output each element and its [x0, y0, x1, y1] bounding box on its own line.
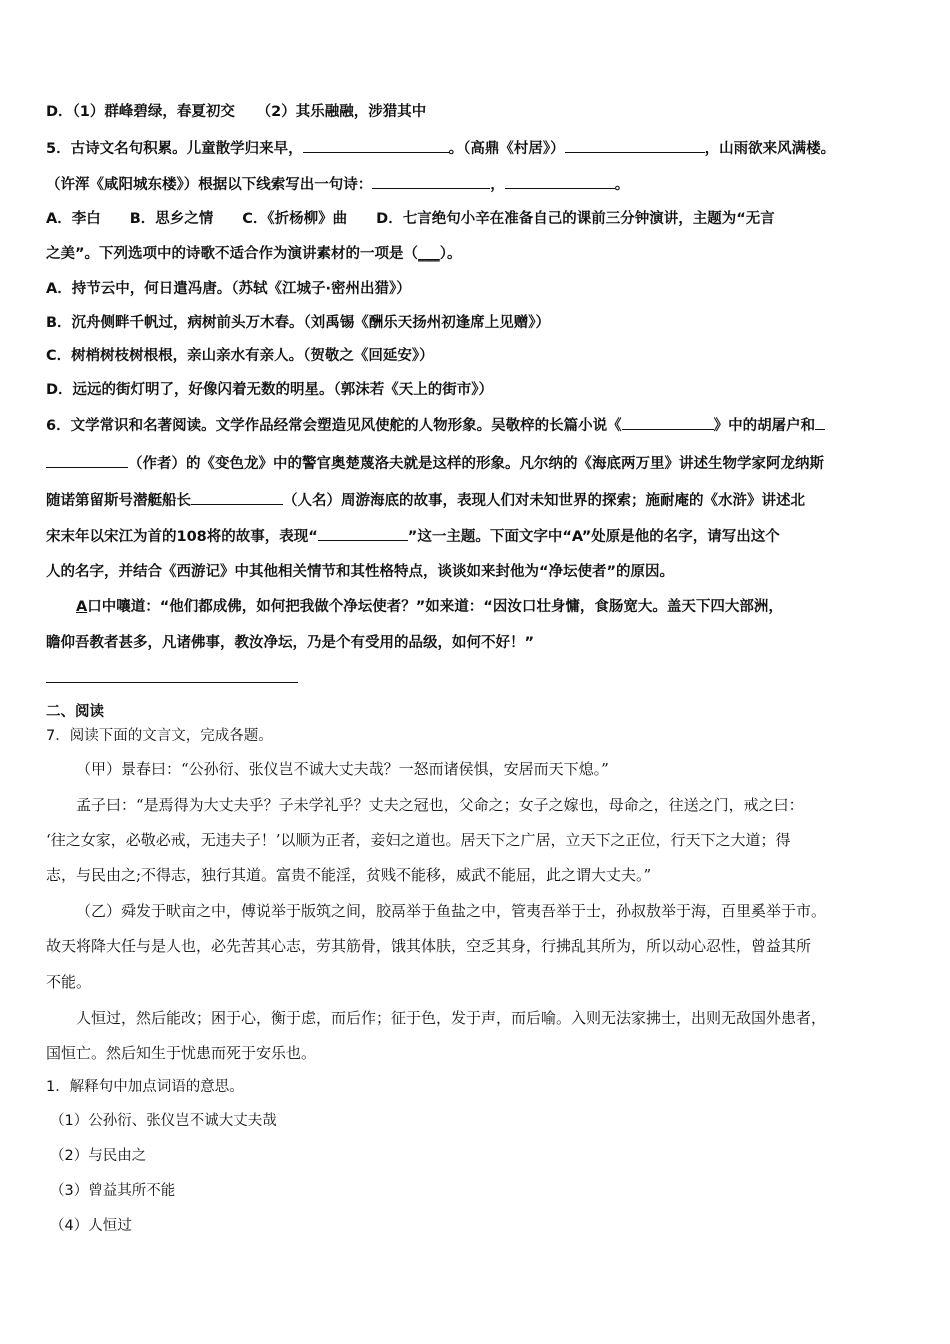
passage-yi-line-4: 人恒过，然后能改；困于心，衡于虑，而后作；征于色，发于声，而后喻。入则无法家拂士，出则无敌国外患者，: [76, 1009, 827, 1027]
q5-line-4: [46, 244, 462, 264]
q5-text: 之美”。下列选项中的诗歌不适合作为演讲素材的一项是（: [46, 246, 419, 262]
quote-text: 口中嚷道：“他们都成佛，如何把我做个净坛使者？”如来道：“因汝口壮身慵，食肠宽大。盖天下四大部洲，: [87, 599, 783, 615]
q6-text: 宋末年以宋江为首的108将的故事，表现“: [46, 529, 318, 545]
answer-blank[interactable]: [622, 414, 714, 430]
q5-text: 。: [614, 177, 630, 193]
answer-line[interactable]: [46, 682, 298, 683]
q7-intro: 7．阅读下面的文言文，完成各题。: [46, 728, 273, 744]
passage-jia-line-2: 孟子曰：“是焉得为大丈夫乎？子未学礼乎？丈夫之冠也，父命之；女子之嫁也，母命之，往送之门，戒之曰：: [76, 796, 804, 814]
q5-text: ，: [490, 177, 505, 193]
q6-line-1: [46, 414, 825, 436]
answer-blank[interactable]: [505, 173, 615, 189]
q6-text: （人名）周游海底的故事，表现人们对未知世界的探索；施耐庵的《水浒》讲述北: [283, 493, 805, 509]
answer-blank[interactable]: [565, 137, 705, 153]
answer-blank[interactable]: [191, 489, 283, 505]
q6-text: 6．文学常识和名著阅读。文学作品经常会塑造见风使舵的人物形象。吴敬梓的长篇小说《: [46, 418, 622, 434]
q5-text: 。（高鼎《村居》）: [448, 141, 565, 157]
q5-text: ，山雨欲来风满楼。: [704, 141, 836, 157]
q7-sub-item: （4）人恒过: [50, 1218, 132, 1234]
passage-jia-line-3: ‘往之女家，必敬必戒，无违夫子！’以顺为正者，妾妇之道也。居天下之广居，立天下之正位，行天下之大道；得: [46, 831, 791, 849]
q7-sub-item: （2）与民由之: [50, 1148, 147, 1164]
q5-text: （许浑《咸阳城东楼》）根据以下线索写出一句诗：: [46, 177, 373, 193]
q6-line-5: 人的名字，并结合《西游记》中其他相关情节和其性格特点，谈谈如来封他为“净坛使者”的原因。: [46, 564, 675, 580]
passage-yi-line-1: （乙）舜发于畎亩之中，傅说举于版筑之间，胶鬲举于鱼盐之中，管夷吾举于士，孙叔敖举于海，百里奚举于市。: [76, 902, 827, 920]
q5-option-b: B．沉舟侧畔千帆过，病树前头万木春。（刘禹锡《酬乐天扬州初逢席上见赠》）: [46, 315, 551, 331]
q5-line-3: A．李白 B．思乡之情 C．《折杨柳》曲 D．七言绝句小辛在准备自己的课前三分钟演讲，主题为“无言: [46, 211, 775, 227]
q5-text: 5．古诗文名句积累。儿童散学归来早，: [46, 141, 303, 157]
passage-yi-line-3: 不能。: [46, 973, 92, 991]
q5-option-a: A．持节云中，何日遣冯唐。（苏轼《江城子·密州出猎》）: [46, 281, 411, 297]
q7-sub-item: （3）曾益其所不能: [50, 1183, 176, 1199]
q5-option-c: C．树梢树枝树根根，亲山亲水有亲人。（贺敬之《回延安》）: [46, 348, 434, 364]
answer-blank[interactable]: ___: [418, 246, 440, 262]
q6-quote-line-2: 瞻仰吾教者甚多，凡诸佛事，教汝净坛，乃是个有受用的品级，如何不好！”: [46, 635, 535, 651]
q5-line-1: [46, 137, 835, 159]
answer-blank[interactable]: [372, 173, 490, 189]
q6-text: 》中的胡屠户和: [713, 418, 816, 434]
q6-text: 随诺第留斯号潜艇船长: [46, 493, 191, 509]
q6-quote-line-1: [76, 597, 783, 617]
q5-text: ）。: [439, 246, 462, 262]
answer-blank[interactable]: [815, 414, 825, 430]
q6-text: ”这一主题。下面文字中“A”处原是他的名字，请写出这个: [407, 529, 780, 545]
q7-sub-1: 1．解释句中加点词语的意思。: [46, 1079, 244, 1095]
q6-text: （作者）的《变色龙》中的警官奥楚蔑洛夫就是这样的形象。凡尔纳的《海底两万里》讲述生物学家阿龙纳斯: [128, 456, 824, 472]
passage-yi-line-5: 国恒亡。然后知生于忧患而死于安乐也。: [46, 1044, 317, 1062]
q6-line-2: [46, 452, 824, 474]
q5-line-2: [46, 173, 629, 195]
section-title: 二、阅读: [46, 704, 104, 720]
q6-line-3: [46, 489, 805, 511]
passage-yi-line-2: 故天将降大任与是人也，必先苦其心志，劳其筋骨，饿其体肤，空乏其身，行拂乱其所为，所以动心忍性，曾益其所: [46, 937, 812, 955]
q6-line-4: [46, 525, 780, 547]
q7-sub-item: （1）公孙衍、张仪岂不诚大丈夫哉: [50, 1113, 277, 1129]
q5-option-d: D．远远的街灯明了，好像闪着无数的明星。（郭沫若《天上的街市》）: [46, 382, 494, 398]
answer-blank[interactable]: [318, 525, 408, 541]
passage-jia-line-4: 志，与民由之;不得志，独行其道。富贵不能淫，贫贱不能移，威武不能屈，此之谓大丈夫。”: [46, 866, 652, 884]
quote-marker: A: [76, 599, 88, 615]
passage-jia-line-1: （甲）景春曰：“公孙衍、张仪岂不诚大丈夫哉？一怒而诸侯惧，安居而天下熄。”: [76, 760, 609, 778]
answer-blank[interactable]: [303, 137, 449, 153]
answer-blank[interactable]: [46, 452, 128, 468]
q4-option-d: D．（1）群峰碧绿，春夏初交 （2）其乐融融，涉猎其中: [46, 104, 427, 120]
